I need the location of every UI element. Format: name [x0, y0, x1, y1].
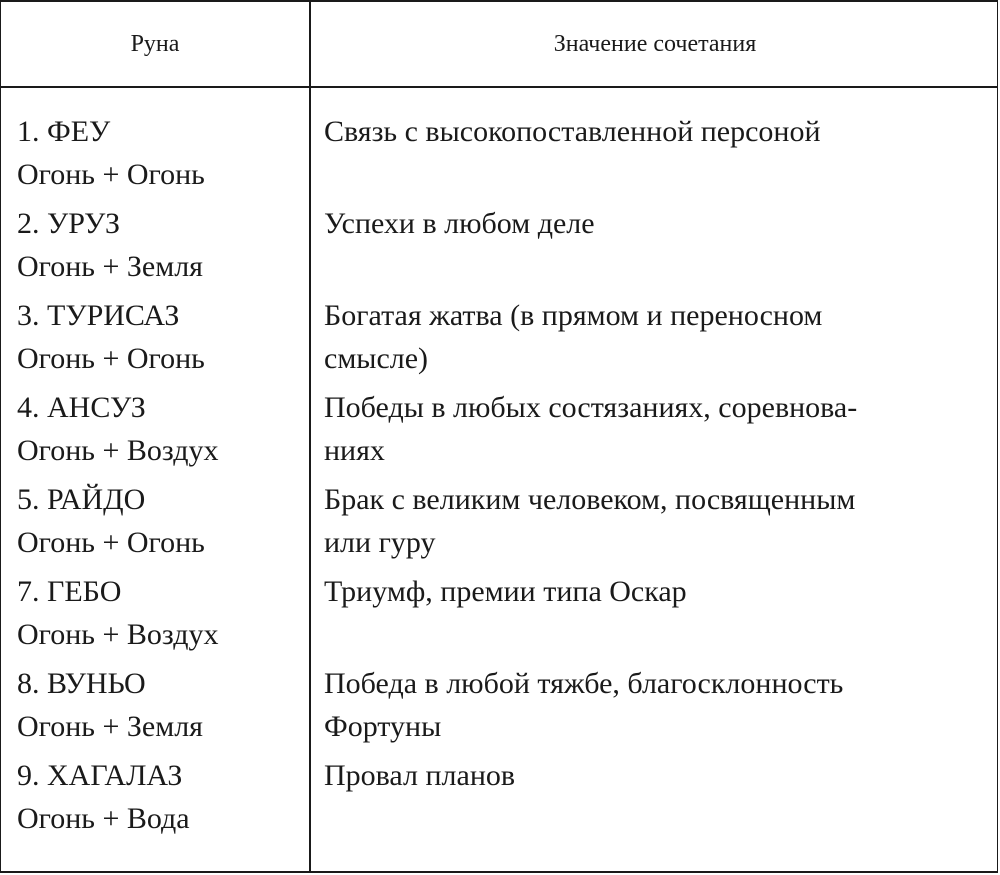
rune-name: 1. ФЕУ — [17, 115, 111, 148]
rune-elements: Огонь + Воздух — [17, 434, 219, 467]
meaning-line: Связь с высокопоставленной персоной — [324, 115, 821, 148]
header-divider — [1, 86, 997, 88]
rune-elements: Огонь + Земля — [17, 250, 203, 283]
rune-cell — [17, 662, 307, 748]
rune-name: 5. РАЙДО — [17, 483, 146, 516]
meaning-cell — [324, 386, 964, 472]
rune-elements: Огонь + Огонь — [17, 342, 205, 375]
rune-name: 2. УРУЗ — [17, 207, 121, 240]
meaning-cell — [324, 294, 964, 380]
meaning-line: смысле) — [324, 342, 429, 375]
rune-cell — [17, 110, 307, 196]
rune-name: 8. ВУНЬО — [17, 667, 146, 700]
rune-name: 7. ГЕБО — [17, 575, 122, 608]
meaning-line: Триумф, премии типа Оскар — [324, 575, 687, 608]
rune-elements: Огонь + Воздух — [17, 618, 219, 651]
meaning-line: ниях — [324, 434, 385, 467]
rune-elements: Огонь + Огонь — [17, 158, 205, 191]
rune-name: 3. ТУРИСАЗ — [17, 299, 180, 332]
meaning-line: Богатая жатва (в прямом и переносном — [324, 299, 823, 332]
meaning-line: или гуру — [324, 526, 436, 559]
meaning-line: Провал планов — [324, 759, 516, 792]
rune-cell — [17, 478, 307, 564]
meaning-line: Брак с великим человеком, посвященным — [324, 483, 856, 516]
rune-cell — [17, 570, 307, 656]
meaning-cell — [324, 110, 964, 153]
rune-elements: Огонь + Вода — [17, 802, 190, 835]
rune-cell — [17, 386, 307, 472]
rune-elements: Огонь + Огонь — [17, 526, 205, 559]
column-divider — [309, 2, 311, 871]
meaning-line: Успехи в любом деле — [324, 207, 595, 240]
meaning-line: Победа в любой тяжбе, благосклонность — [324, 667, 844, 700]
meaning-cell — [324, 662, 964, 748]
rune-cell — [17, 202, 307, 288]
meaning-cell — [324, 754, 964, 797]
header-meaning: Значение сочетания — [553, 30, 757, 57]
meaning-cell — [324, 570, 964, 613]
rune-elements: Огонь + Земля — [17, 710, 203, 743]
rune-cell — [17, 754, 307, 840]
rune-name: 9. ХАГАЛАЗ — [17, 759, 183, 792]
meaning-line: Фортуны — [324, 710, 442, 743]
meaning-cell — [324, 478, 964, 564]
rune-cell — [17, 294, 307, 380]
rune-name: 4. АНСУЗ — [17, 391, 146, 424]
header-rune: Руна — [130, 30, 180, 57]
meaning-line: Победы в любых состязаниях, соревнова- — [324, 391, 858, 424]
meaning-cell — [324, 202, 964, 245]
